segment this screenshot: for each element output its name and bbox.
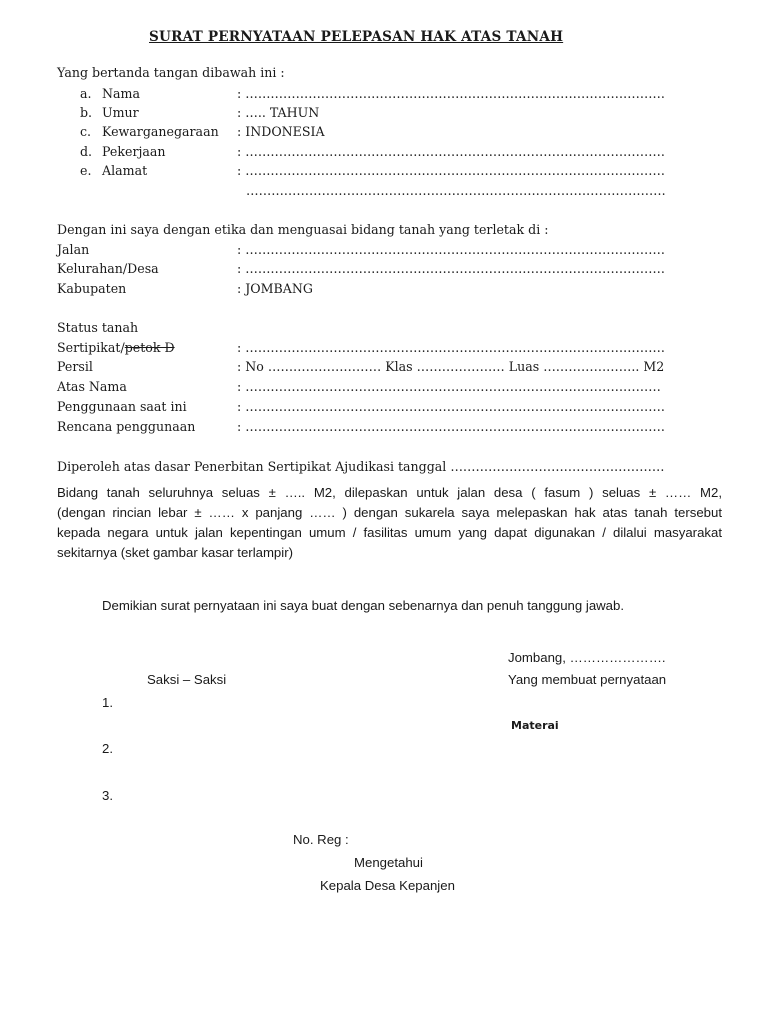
statement-line: sekitarnya (sket gambar kasar terlampir) [57, 545, 293, 560]
field-value-atas-nama: : ……………………………………………………………………………………… [237, 379, 661, 394]
closing-text: Demikian surat pernyataan ini saya buat dengan sebenarnya dan penuh tanggung jawab. [102, 598, 625, 613]
field-value-kabupaten: : JOMBANG [237, 281, 313, 296]
status-heading: Status tanah [57, 320, 139, 335]
statement-line: Bidang tanah seluruhnya seluas ± ….. M2, dilepaskan untuk jalan desa ( fasum ) seluas ± …… M2, [57, 485, 722, 500]
field-label-alamat: Alamat [102, 163, 148, 178]
field-value-nama: : ………………………………………………………………………………………. [237, 86, 665, 101]
document-title: SURAT PERNYATAAN PELEPASAN HAK ATAS TANAH [149, 29, 564, 45]
field-label-pekerjaan: Pekerjaan [102, 144, 166, 159]
field-value-kewarganegaraan: : INDONESIA [237, 124, 325, 139]
registration-number: No. Reg : [293, 832, 349, 847]
list-marker: d. [80, 144, 93, 159]
field-value-alamat-continued: ………………………………………………………………………………………. [246, 183, 666, 198]
village-head-title: Kepala Desa Kepanjen [320, 878, 455, 893]
location-intro: Dengan ini saya dengan etika dan menguasai bidang tanah yang terletak di : [57, 222, 549, 237]
field-label-jalan: Jalan [57, 242, 90, 257]
witness-number: 2. [102, 741, 113, 756]
field-label-sertipikat [57, 340, 175, 355]
field-label-umur: Umur [102, 105, 139, 120]
field-label-penggunaan: Penggunaan saat ini [57, 399, 187, 414]
list-marker: a. [80, 86, 92, 101]
witness-number: 1. [102, 695, 113, 710]
list-marker: b. [80, 105, 93, 120]
field-value-kelurahan: : ………………………………………………………………………………………. [237, 261, 665, 276]
field-value-pekerjaan: : ………………………………………………………………………………………. [237, 144, 665, 159]
field-label-kabupaten: Kabupaten [57, 281, 127, 296]
field-label-atas-nama: Atas Nama [57, 379, 127, 394]
struck-petok-d: petok D [124, 340, 175, 355]
field-value-jalan: : ………………………………………………………………………………………. [237, 242, 665, 257]
witnesses-heading: Saksi – Saksi [147, 672, 227, 687]
field-label-rencana: Rencana penggunaan [57, 419, 196, 434]
statement-line: kepada negara untuk jalan kepentingan umum / fasilitas umum yang dapat digunakan / dilalui masyarakat [57, 525, 722, 540]
field-label-nama: Nama [102, 86, 140, 101]
sertipikat-text: Sertipikat/ [57, 340, 125, 355]
acknowledge-text: Mengetahui [354, 855, 423, 870]
list-marker: e. [80, 163, 92, 178]
list-marker: c. [80, 124, 92, 139]
field-label-persil: Persil [57, 359, 93, 374]
field-label-kelurahan: Kelurahan/Desa [57, 261, 159, 276]
field-value-sertipikat: : ………………………………………………………………………………………. [237, 340, 665, 355]
statement-line: (dengan rincian lebar ± …… x panjang …… ) dengan sukarela saya melepaskan hak atas tanah tersebut [57, 505, 722, 520]
intro-text: Yang bertanda tangan dibawah ini : [57, 65, 285, 80]
field-value-rencana: : ………………………………………………………………………………………. [237, 419, 665, 434]
field-value-persil: : No ……………………… Klas ………………… Luas ………………….. M2 [237, 359, 665, 374]
field-value-alamat: : ………………………………………………………………………………………. [237, 163, 665, 178]
field-value-umur: : ….. TAHUN [237, 105, 320, 120]
stamp-label: Materai [511, 719, 559, 732]
field-value-penggunaan: : ………………………………………………………………………………………. [237, 399, 665, 414]
place-date: Jombang, …………………. [508, 650, 666, 665]
basis-text: Diperoleh atas dasar Penerbitan Sertipikat Ajudikasi tanggal …………………………………………… [57, 459, 665, 474]
signer-heading: Yang membuat pernyataan [508, 672, 667, 687]
field-label-kewarganegaraan: Kewarganegaraan [102, 124, 219, 139]
witness-number: 3. [102, 788, 113, 803]
